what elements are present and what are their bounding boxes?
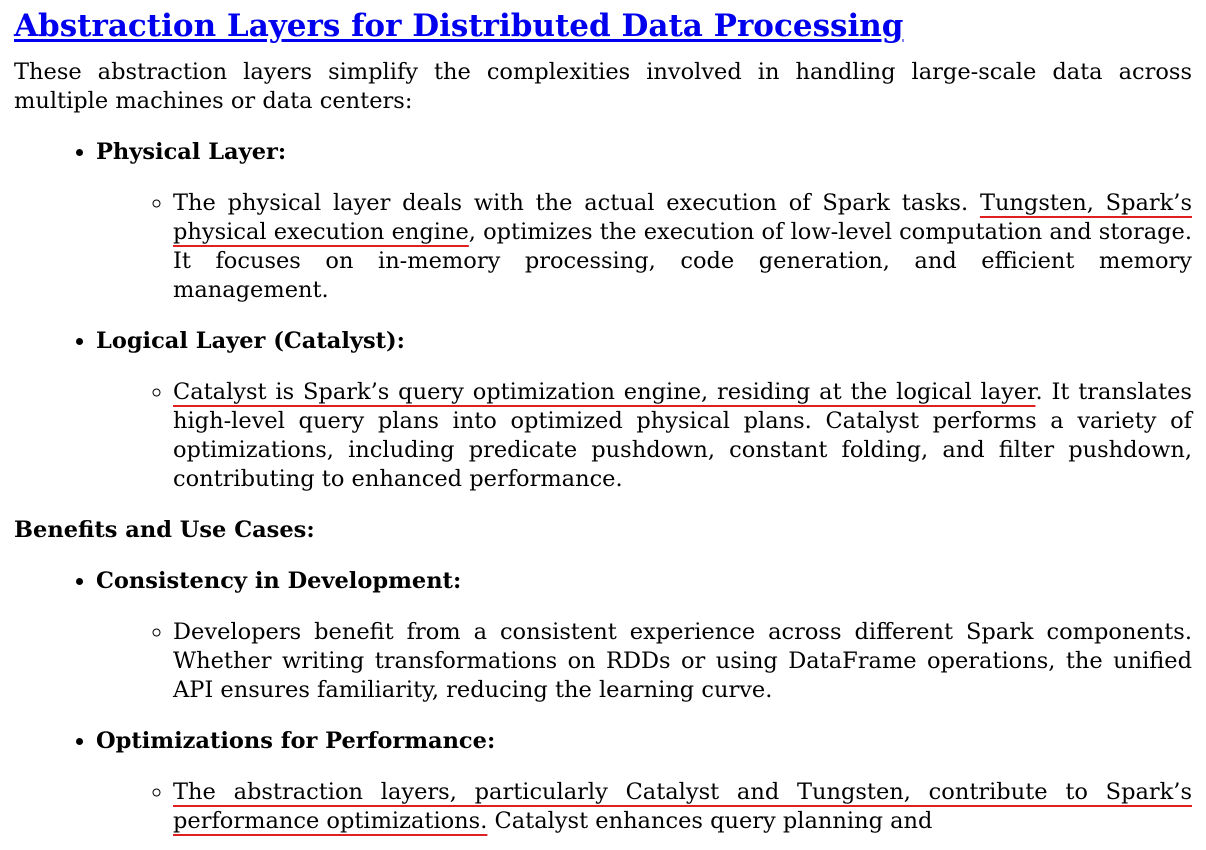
physical-layer-heading: Physical Layer:	[96, 139, 287, 165]
text-segment: Catalyst enhances query planning and	[487, 808, 933, 834]
list-item	[96, 138, 1192, 305]
consistency-paragraph	[173, 618, 1192, 705]
sub-list-item	[173, 778, 1192, 836]
consistency-heading: Consistency in Development:	[96, 568, 462, 594]
sub-list	[96, 189, 1192, 305]
list-item	[96, 727, 1192, 836]
intro-paragraph: These abstraction layers simplify the complexities involved in handling large-scale data across multiple machines or data centers:	[14, 59, 1192, 114]
sub-list	[96, 378, 1192, 494]
benefits-list	[14, 567, 1192, 836]
optimizations-paragraph	[173, 778, 1192, 836]
text-segment: The physical layer deals with the actual execution of Spark tasks.	[173, 190, 980, 216]
highlighted-text: The abstraction layers, particularly Catalyst and Tungsten, contribute to Spark’s performance optimizations.	[173, 779, 1192, 834]
physical-layer-paragraph	[173, 189, 1192, 305]
list-item	[96, 567, 1192, 705]
page-title	[14, 6, 1192, 46]
logical-layer-heading: Logical Layer (Catalyst):	[96, 328, 405, 354]
sub-list-item	[173, 378, 1192, 494]
logical-layer-paragraph	[173, 378, 1192, 494]
text-segment: . It translates high-level query plans into optimized physical plans. Catalyst performs a variety of optimizations, including predicate pushdown, constant folding, and filter pushdown, contributing to enhanced performance.	[173, 379, 1192, 492]
benefits-heading: Benefits and Use Cases:	[14, 517, 315, 543]
sub-list	[96, 618, 1192, 705]
sub-list-item	[173, 189, 1192, 305]
highlighted-text: Catalyst is Spark’s query optimization engine, residing at the logical layer	[173, 379, 1036, 405]
text-segment: Developers benefit from a consistent experience across different Spark components. Whether writing transformations on RDDs or using DataFrame operations, the unified API ensures familiarity, reducing the learning curve.	[173, 619, 1192, 703]
layers-list	[14, 138, 1192, 494]
sub-list-item	[173, 618, 1192, 705]
list-item	[96, 327, 1192, 494]
text-segment: , optimizes the execution of low-level computation and storage. It focuses on in-memory processing, code generation, and efficient memory management.	[173, 219, 1192, 303]
page-title-link[interactable]: Abstraction Layers for Distributed Data Processing	[14, 8, 904, 44]
optimizations-heading: Optimizations for Performance:	[96, 728, 496, 754]
highlighted-text: Tungsten, Spark’s physical execution engine	[173, 190, 1192, 245]
sub-list	[96, 778, 1192, 836]
